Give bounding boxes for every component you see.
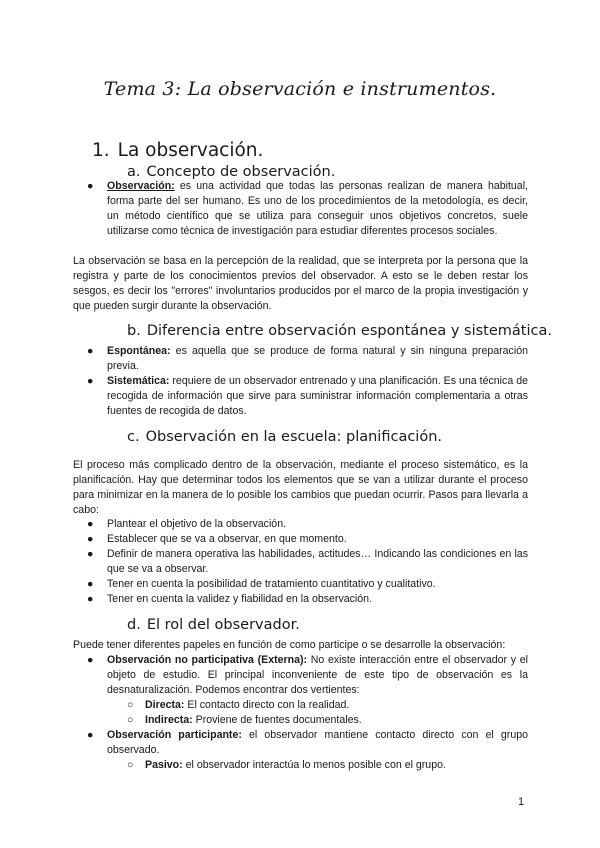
- bullet-icon: ●: [87, 345, 94, 357]
- bullet-icon: ●: [87, 593, 94, 605]
- bullet-icon: ●: [87, 729, 94, 741]
- subsection-a-paragraph: La observación se basa en la percepción de la realidad, que se interpreta por la persona que la registra y parte de los conocimientos previos del observador. A esto se le deben restar los sesgos, es decir los "errores" involuntarios producidos por el marco de la propia investigación y que pueden surgir durante la observación.: [73, 255, 528, 312]
- subsection-c-list: [87, 517, 528, 607]
- bullet-term: Observación:: [107, 180, 175, 192]
- subsection-d-heading: d. El rol del observador.: [127, 617, 300, 633]
- sub-list: [107, 698, 528, 728]
- subsection-a-heading: a. Concepto de observación.: [127, 164, 336, 180]
- bullet-icon: ●: [87, 548, 94, 560]
- bullet-icon: ●: [87, 654, 94, 666]
- list-item: ● Definir de manera operativa las habilidades, actitudes… Indicando las condiciones en las que se va a observar.: [87, 548, 528, 575]
- subsection-d-intro: Puede tener diferentes papeles en función de como participe o se desarrolle la observación:: [73, 639, 506, 651]
- item-text: No existe interacción entre el observador y el objeto de estudio. El principal inconveniente de este tipo de observación es la desnaturalización. Podemos encontrar dos vertientes:: [107, 654, 528, 696]
- bullet-icon: ●: [87, 375, 94, 387]
- page-number: 1: [518, 796, 525, 808]
- section-1-heading: [92, 140, 263, 161]
- circle-bullet-icon: ○: [127, 699, 134, 711]
- list-item: ● Tener en cuenta la validez y fiabilidad en la observación.: [87, 593, 373, 605]
- subsection-b-list: [87, 344, 528, 419]
- item-term: Observación participante:: [107, 729, 242, 741]
- list-item: [87, 728, 528, 758]
- sub-list-item: ○ Indirecta: Proviene de fuentes documentales.: [127, 714, 362, 726]
- bullet-icon: ●: [87, 518, 94, 530]
- list-item: ● Plantear el objetivo de la observación.: [87, 518, 287, 530]
- item-term: Observación no participativa (Externa):: [107, 654, 308, 666]
- subsection-c-heading: c. Observación en la escuela: planificación.: [127, 429, 442, 445]
- item-term: Sistemática:: [107, 375, 170, 387]
- bullet-icon: ●: [87, 533, 94, 545]
- list-item: [87, 344, 528, 374]
- list-item: [87, 374, 528, 419]
- circle-bullet-icon: ○: [127, 714, 134, 726]
- list-item: ● Establecer que se va a observar, en que momento.: [87, 533, 347, 545]
- section-number: 1.: [92, 140, 110, 161]
- subsection-b-heading: b. Diferencia entre observación espontánea y sistemática.: [127, 323, 552, 339]
- sub-list-item: ○ Pasivo: el observador interactúa lo menos posible con el grupo.: [127, 759, 446, 771]
- subsection-a-bullet: [87, 179, 528, 239]
- section-title: La observación.: [117, 140, 264, 161]
- subsection-d-list: [87, 653, 528, 773]
- bullet-icon: ●: [87, 180, 94, 192]
- subsection-c-paragraph: El proceso más complicado dentro de la observación, mediante el proceso sistemático, es la planificación. Hay que determinar todos los elementos que se van a utilizar durante el proceso para minimizar en la manera de lo posible los cambios que puedan ocurrir. Pasos para llevarla a cabo:: [73, 459, 528, 516]
- page-title: Tema 3: La observación e instrumentos.: [103, 78, 497, 100]
- list-item: ● Tener en cuenta la posibilidad de tratamiento cuantitativo y cualitativo.: [87, 578, 436, 590]
- list-item: [87, 653, 528, 698]
- item-text: requiere de un observador entrenado y una planificación. Es una técnica de recogida de información que sirve para suministrar información complementaria a otras fuentes de recogida de datos.: [107, 375, 528, 417]
- bullet-text: es una actividad que todas las personas realizan de manera habitual, forma parte del ser humano. Es uno de los procedimientos de la metodología, es decir, un método científico que se utiliza para conseguir unos objetivos concretos, suele utilizarse como técnica de investigación para estudiar diferentes procesos sociales.: [107, 180, 528, 237]
- item-text: es aquella que se produce de forma natural y sin ninguna preparación previa.: [107, 345, 528, 372]
- sub-list: [107, 758, 528, 773]
- sub-list-item: ○ Directa: El contacto directo con la realidad.: [127, 699, 350, 711]
- item-text: el observador mantiene contacto directo con el grupo observado.: [107, 729, 528, 756]
- circle-bullet-icon: ○: [127, 759, 134, 771]
- bullet-icon: ●: [87, 578, 94, 590]
- item-term: Espontánea:: [107, 345, 171, 357]
